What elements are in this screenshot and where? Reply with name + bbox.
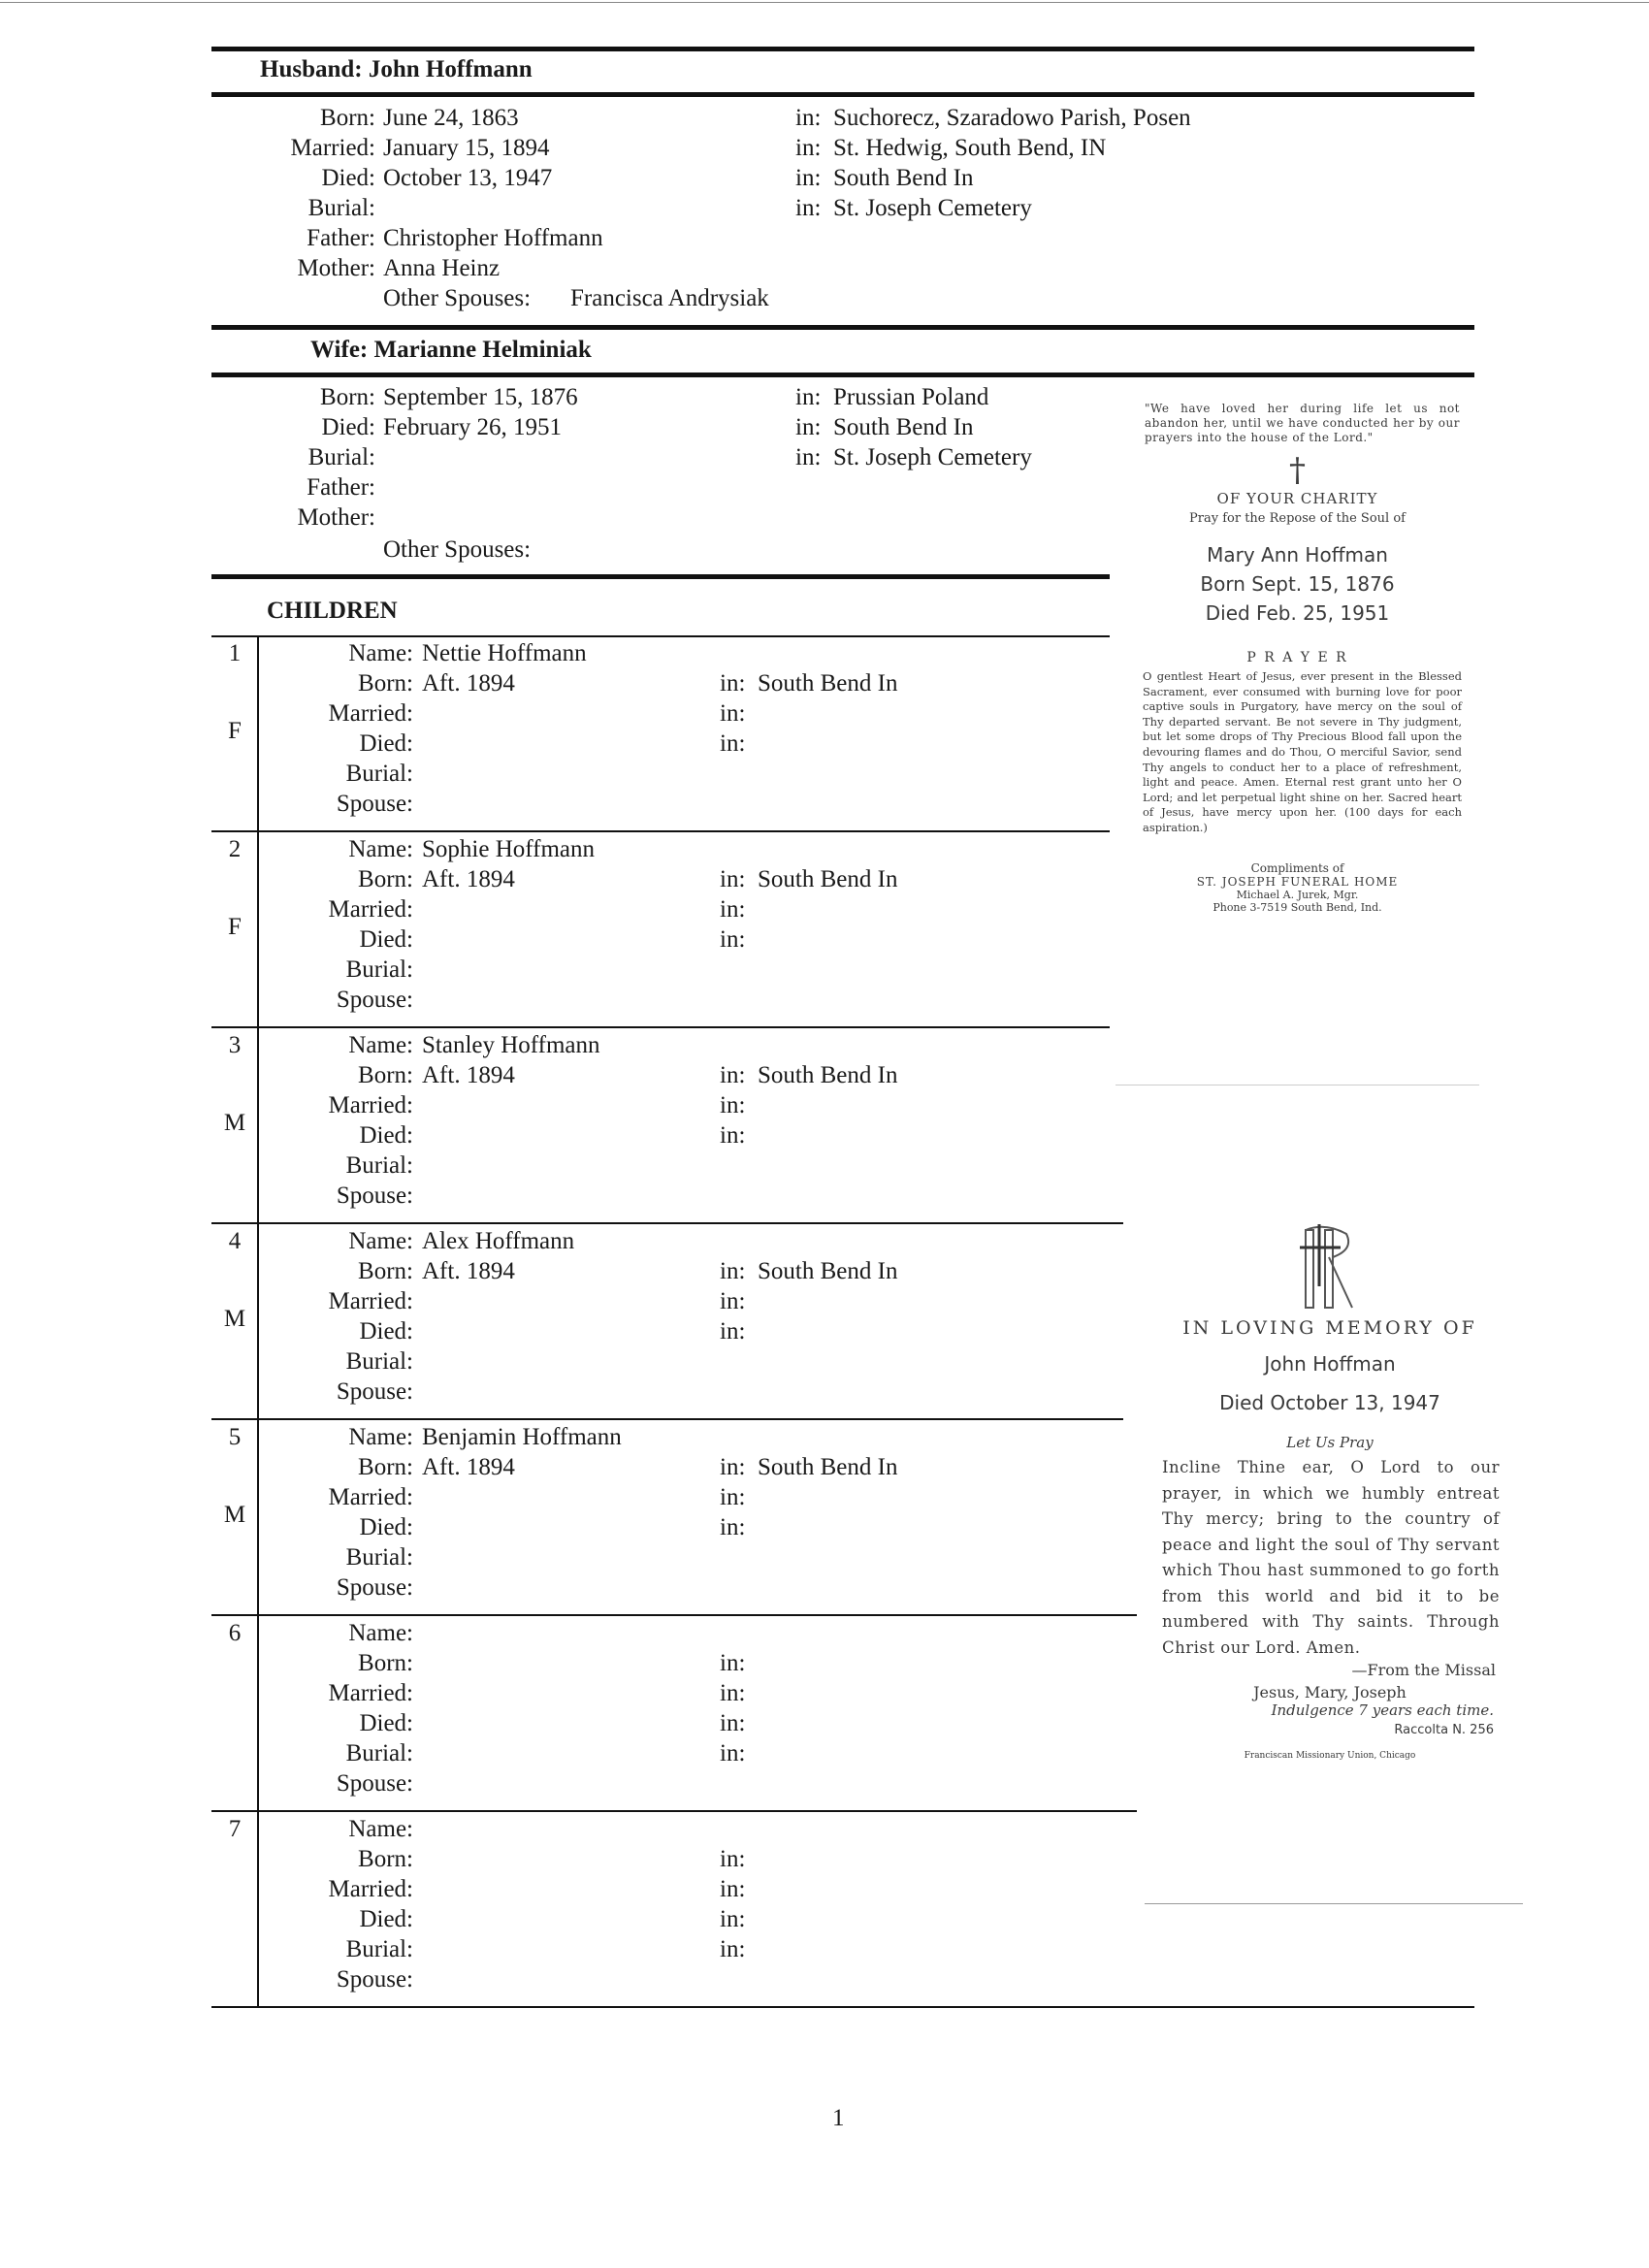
husband-heading	[260, 56, 533, 83]
child-number: 7	[228, 1816, 242, 1842]
wife-label: Father:	[307, 474, 375, 501]
child-field-label: Burial:	[345, 1936, 413, 1962]
wife-place: Prussian Poland	[833, 384, 989, 410]
husband-place: St. Joseph Cemetery	[833, 195, 1032, 221]
children-heading-rule	[211, 635, 1110, 637]
child-field-label: Died:	[359, 1122, 413, 1149]
child-divider	[211, 830, 1110, 832]
child-in-label: in:	[720, 730, 746, 757]
card2-memory: IN LOVING MEMORY OF	[1182, 1317, 1477, 1339]
child-divider	[211, 2006, 1474, 2008]
husband-in-label: in:	[795, 135, 822, 161]
husband-in-label: in:	[795, 165, 822, 191]
child-field-label: Name:	[348, 1032, 413, 1058]
husband-label: Father:	[307, 225, 375, 251]
child-sex: F	[228, 718, 242, 744]
child-field-label: Married:	[328, 1876, 413, 1902]
child-field-label: Born:	[358, 1062, 413, 1088]
card1-cross-icon: †	[1289, 451, 1306, 490]
child-in-label: in:	[720, 1318, 746, 1345]
child-in-label: in:	[720, 1514, 746, 1540]
child-field-label: Name:	[348, 1620, 413, 1646]
child-field-label: Burial:	[345, 1740, 413, 1766]
child-in-label: in:	[720, 1062, 746, 1088]
child-field-label: Died:	[359, 730, 413, 757]
wife-value: September 15, 1876	[383, 384, 578, 410]
child-field-label: Married:	[328, 1288, 413, 1314]
child-field-label: Married:	[328, 896, 413, 923]
wife-other-spouses-label: Other Spouses:	[383, 536, 532, 563]
child-in-label: in:	[720, 1454, 746, 1480]
card1-name: Mary Ann Hoffman	[1207, 543, 1388, 567]
child-divider	[211, 1222, 1123, 1224]
child-divider	[211, 1026, 1110, 1028]
child-field-label: Spouse:	[336, 1183, 413, 1209]
child-field-label: Died:	[359, 926, 413, 953]
child-field-label: Name:	[348, 640, 413, 666]
card1-charity: OF YOUR CHARITY	[1216, 490, 1378, 507]
child-number: 5	[228, 1424, 242, 1450]
child-sex: M	[223, 1110, 246, 1136]
child-number: 3	[228, 1032, 242, 1058]
husband-top-rule	[211, 47, 1474, 51]
husband-name: John Hoffmann	[368, 56, 533, 82]
husband-value: June 24, 1863	[383, 105, 519, 131]
child-field-label: Died:	[359, 1710, 413, 1736]
wife-heading-label: Wife:	[310, 337, 369, 363]
child-in-label: in:	[720, 1740, 746, 1766]
wife-label: Born:	[320, 384, 375, 410]
card2-name: John Hoffman	[1264, 1352, 1396, 1376]
card2-lets-pray: Let Us Pray	[1286, 1434, 1374, 1451]
husband-place: South Bend In	[833, 165, 974, 191]
wife-place: South Bend In	[833, 414, 974, 440]
child-in-label: in:	[720, 1906, 746, 1932]
card1-pray-for: Pray for the Repose of the Soul of	[1189, 511, 1406, 526]
child-field-label: Born:	[358, 1454, 413, 1480]
card2-jmj: Jesus, Mary, Joseph	[1253, 1683, 1406, 1701]
child-field-label: Married:	[328, 1680, 413, 1706]
child-born-place: South Bend In	[758, 1062, 898, 1088]
child-field-label: Died:	[359, 1514, 413, 1540]
child-in-label: in:	[720, 1258, 746, 1284]
child-field-label: Spouse:	[336, 791, 413, 817]
children-top-rule	[211, 574, 1110, 579]
husband-label: Burial:	[307, 195, 375, 221]
wife-label: Burial:	[307, 444, 375, 470]
child-born-place: South Bend In	[758, 866, 898, 892]
husband-heading-label: Husband:	[260, 56, 363, 82]
card2-emblem-icon	[1296, 1224, 1364, 1312]
child-in-label: in:	[720, 896, 746, 923]
child-field-label: Name:	[348, 1816, 413, 1842]
child-name: Sophie Hoffmann	[422, 836, 595, 862]
child-in-label: in:	[720, 866, 746, 892]
child-field-label: Spouse:	[336, 1966, 413, 1993]
child-in-label: in:	[720, 1288, 746, 1314]
child-field-label: Burial:	[345, 956, 413, 983]
top-border	[0, 2, 1649, 3]
child-field-label: Born:	[358, 670, 413, 697]
child-in-label: in:	[720, 1680, 746, 1706]
card1-died: Died Feb. 25, 1951	[1205, 601, 1390, 625]
child-in-label: in:	[720, 1122, 746, 1149]
husband-place: St. Hedwig, South Bend, IN	[833, 135, 1107, 161]
child-born: Aft. 1894	[422, 1062, 515, 1088]
husband-value: Anna Heinz	[383, 255, 501, 281]
wife-name: Marianne Helminiak	[373, 337, 592, 363]
husband-in-label: in:	[795, 105, 822, 131]
child-name: Stanley Hoffmann	[422, 1032, 600, 1058]
husband-label: Born:	[320, 105, 375, 131]
child-in-label: in:	[720, 926, 746, 953]
child-number: 4	[228, 1228, 242, 1254]
child-sex: M	[223, 1502, 246, 1528]
children-heading: CHILDREN	[267, 598, 398, 624]
wife-top-rule	[211, 325, 1474, 330]
child-born: Aft. 1894	[422, 670, 515, 697]
child-born: Aft. 1894	[422, 1258, 515, 1284]
page-number: 1	[832, 2105, 845, 2131]
card2-printer: Franciscan Missionary Union, Chicago	[1244, 1751, 1416, 1761]
card1-prayer-title: P R A Y E R	[1246, 650, 1348, 665]
husband-value: October 13, 1947	[383, 165, 553, 191]
husband-in-label: in:	[795, 195, 822, 221]
husband-label: Died:	[321, 165, 375, 191]
husband-bottom-rule	[211, 92, 1474, 97]
child-in-label: in:	[720, 1650, 746, 1676]
child-divider	[211, 1418, 1123, 1420]
child-field-label: Born:	[358, 1258, 413, 1284]
husband-label: Married:	[290, 135, 375, 161]
child-field-label: Burial:	[345, 1152, 413, 1179]
child-field-label: Name:	[348, 1424, 413, 1450]
card2-died: Died October 13, 1947	[1219, 1391, 1440, 1414]
wife-place: St. Joseph Cemetery	[833, 444, 1032, 470]
child-number: 2	[228, 836, 242, 862]
card1-compliments: Compliments of	[1250, 860, 1344, 875]
husband-value: Christopher Hoffmann	[383, 225, 603, 251]
card1-born: Born Sept. 15, 1876	[1200, 572, 1395, 596]
child-born: Aft. 1894	[422, 866, 515, 892]
card1-quote: "We have loved her during life let us not abandon her, until we have conducted her by our prayers into the house of the Lord."	[1145, 402, 1460, 444]
wife-heading	[310, 337, 592, 364]
child-number: 6	[228, 1620, 242, 1646]
card1-manager: Michael A. Jurek, Mgr.	[1236, 888, 1359, 901]
child-in-label: in:	[720, 670, 746, 697]
child-name: Nettie Hoffmann	[422, 640, 587, 666]
card2-bottom-rule	[1145, 1903, 1523, 1904]
child-field-label: Born:	[358, 1846, 413, 1872]
wife-value: February 26, 1951	[383, 414, 562, 440]
child-field-label: Married:	[328, 1484, 413, 1510]
child-sex: M	[223, 1306, 246, 1332]
child-sex: F	[228, 914, 242, 940]
child-field-label: Burial:	[345, 761, 413, 787]
memorial-card-john	[1150, 1224, 1509, 1903]
child-field-label: Burial:	[345, 1348, 413, 1375]
card1-phone: Phone 3-7519 South Bend, Ind.	[1212, 900, 1382, 914]
child-field-label: Born:	[358, 1650, 413, 1676]
child-field-label: Name:	[348, 836, 413, 862]
husband-value: January 15, 1894	[383, 135, 550, 161]
wife-in-label: in:	[795, 444, 822, 470]
child-born: Aft. 1894	[422, 1454, 515, 1480]
child-in-label: in:	[720, 1710, 746, 1736]
wife-label: Mother:	[297, 504, 375, 531]
child-in-label: in:	[720, 1876, 746, 1902]
card1-funeral-home: ST. JOSEPH FUNERAL HOME	[1196, 874, 1399, 889]
child-field-label: Married:	[328, 1092, 413, 1118]
child-field-label: Died:	[359, 1318, 413, 1345]
child-in-label: in:	[720, 1092, 746, 1118]
child-field-label: Born:	[358, 866, 413, 892]
husband-place: Suchorecz, Szaradowo Parish, Posen	[833, 105, 1191, 131]
wife-label: Died:	[321, 414, 375, 440]
child-born-place: South Bend In	[758, 1258, 898, 1284]
child-field-label: Name:	[348, 1228, 413, 1254]
child-field-label: Spouse:	[336, 1574, 413, 1601]
child-born-place: South Bend In	[758, 1454, 898, 1480]
child-divider	[211, 1614, 1137, 1616]
card2-indulgence: Indulgence 7 years each time.	[1271, 1701, 1494, 1719]
husband-label: Mother:	[297, 255, 375, 281]
card2-prayer: Incline Thine ear, O Lord to our prayer, in which we humbly entreat Thy mercy; bring to the country of peace and light the soul of Thy servant which Thou hast summoned to go forth from this world and bid it to be numbered with Thy saints. Through Christ our Lord. Amen.	[1162, 1458, 1500, 1657]
wife-in-label: in:	[795, 384, 822, 410]
child-in-label: in:	[720, 700, 746, 727]
child-field-label: Spouse:	[336, 987, 413, 1013]
husband-other-spouses-label: Other Spouses:	[383, 285, 532, 311]
wife-in-label: in:	[795, 414, 822, 440]
wife-bottom-rule	[211, 373, 1474, 377]
child-number: 1	[228, 640, 242, 666]
child-divider	[211, 1810, 1137, 1812]
children-column-rule	[257, 635, 259, 2007]
card1-prayer-text: O gentlest Heart of Jesus, ever present in the Blessed Sacrament, ever consumed with burning love for poor captive souls in Purgatory, have mercy on the soul of Thy departed servant. Be not severe in Thy judgment, but let some drops of Thy Precious Blood fall upon the devouring flames and do Thou, O merciful Savior, send Thy angels to conduct her to a place of refreshment, light and peace. Amen. Eternal rest grant unto her O Lord; and let perpetual light shine on her. Sacred heart of Jesus, have mercy upon her. (100 days for each aspiration.)	[1143, 669, 1462, 834]
child-field-label: Married:	[328, 700, 413, 727]
child-in-label: in:	[720, 1936, 746, 1962]
child-in-label: in:	[720, 1484, 746, 1510]
card2-source: —From the Missal	[1351, 1661, 1496, 1679]
child-name: Benjamin Hoffmann	[422, 1424, 622, 1450]
child-field-label: Died:	[359, 1906, 413, 1932]
child-field-label: Burial:	[345, 1544, 413, 1571]
memorial-card-mary-ann	[1116, 388, 1479, 1085]
child-born-place: South Bend In	[758, 670, 898, 697]
husband-other-spouses-value: Francisca Andrysiak	[570, 285, 769, 311]
child-in-label: in:	[720, 1846, 746, 1872]
child-name: Alex Hoffmann	[422, 1228, 575, 1254]
card2-raccolta: Raccolta N. 256	[1394, 1723, 1494, 1737]
child-field-label: Spouse:	[336, 1770, 413, 1797]
child-field-label: Spouse:	[336, 1378, 413, 1405]
